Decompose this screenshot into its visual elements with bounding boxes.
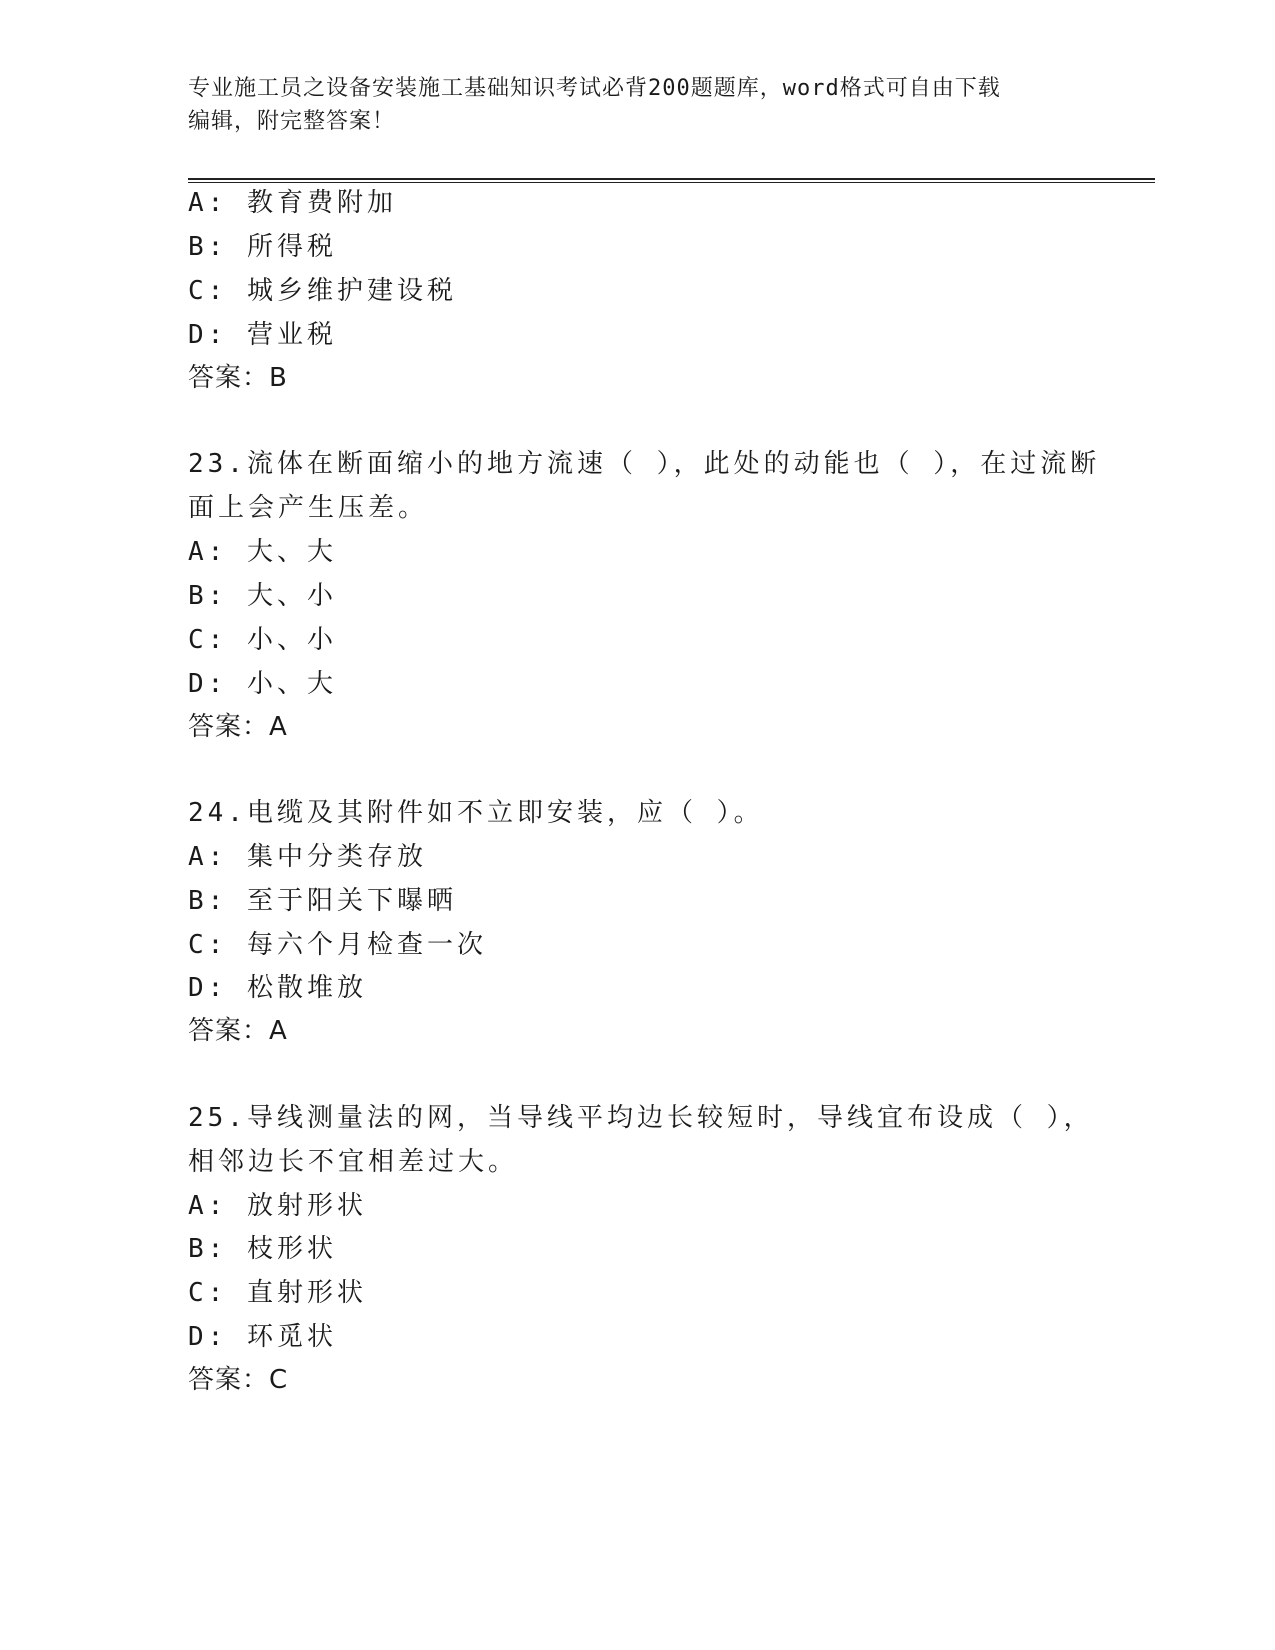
q22-option-a: A: 教育费附加 [188,188,397,218]
q25-option-b: B: 枝形状 [188,1234,337,1264]
q23-option-c: C: 小、小 [188,625,337,655]
q25-answer: 答案：C [188,1365,289,1395]
q23-answer: 答案：A [188,712,288,742]
q23-option-d: D: 小、大 [188,669,337,699]
q25-option-d: D: 环觅状 [188,1322,337,1352]
q22-answer: 答案：B [188,363,288,393]
q23-stem-line-1: 23.流体在断面缩小的地方流速（ ），此处的动能也（ ），在过流断 [188,449,1101,479]
q24-option-a: A: 集中分类存放 [188,842,427,872]
q25-stem-line-1: 25.导线测量法的网，当导线平均边长较短时，导线宜布设成（ ）， [188,1103,1094,1133]
q23-option-a: A: 大、大 [188,537,337,567]
q25-option-a: A: 放射形状 [188,1191,367,1221]
q24-option-d: D: 松散堆放 [188,973,367,1003]
q25-stem-line-2: 相邻边长不宜相差过大。 [188,1147,519,1177]
header-title-line-1: 专业施工员之设备安装施工基础知识考试必背200题题库，word格式可自由下载 [188,76,1001,101]
document-header [188,72,1088,138]
q24-stem-line-1: 24.电缆及其附件如不立即安装，应（ ）。 [188,798,764,828]
q22-option-d: D: 营业税 [188,320,337,350]
q25-option-c: C: 直射形状 [188,1278,367,1308]
q24-option-b: B: 至于阳关下曝晒 [188,886,457,916]
q24-option-c: C: 每六个月检查一次 [188,930,487,960]
header-title-line-2: 编辑，附完整答案！ [188,109,396,134]
q23-stem-line-2: 面上会产生压差。 [188,493,429,523]
q22-option-b: B: 所得税 [188,232,337,262]
q22-option-c: C: 城乡维护建设税 [188,276,457,306]
q24-answer: 答案：A [188,1016,288,1046]
header-divider [188,178,1155,183]
q23-option-b: B: 大、小 [188,581,337,611]
